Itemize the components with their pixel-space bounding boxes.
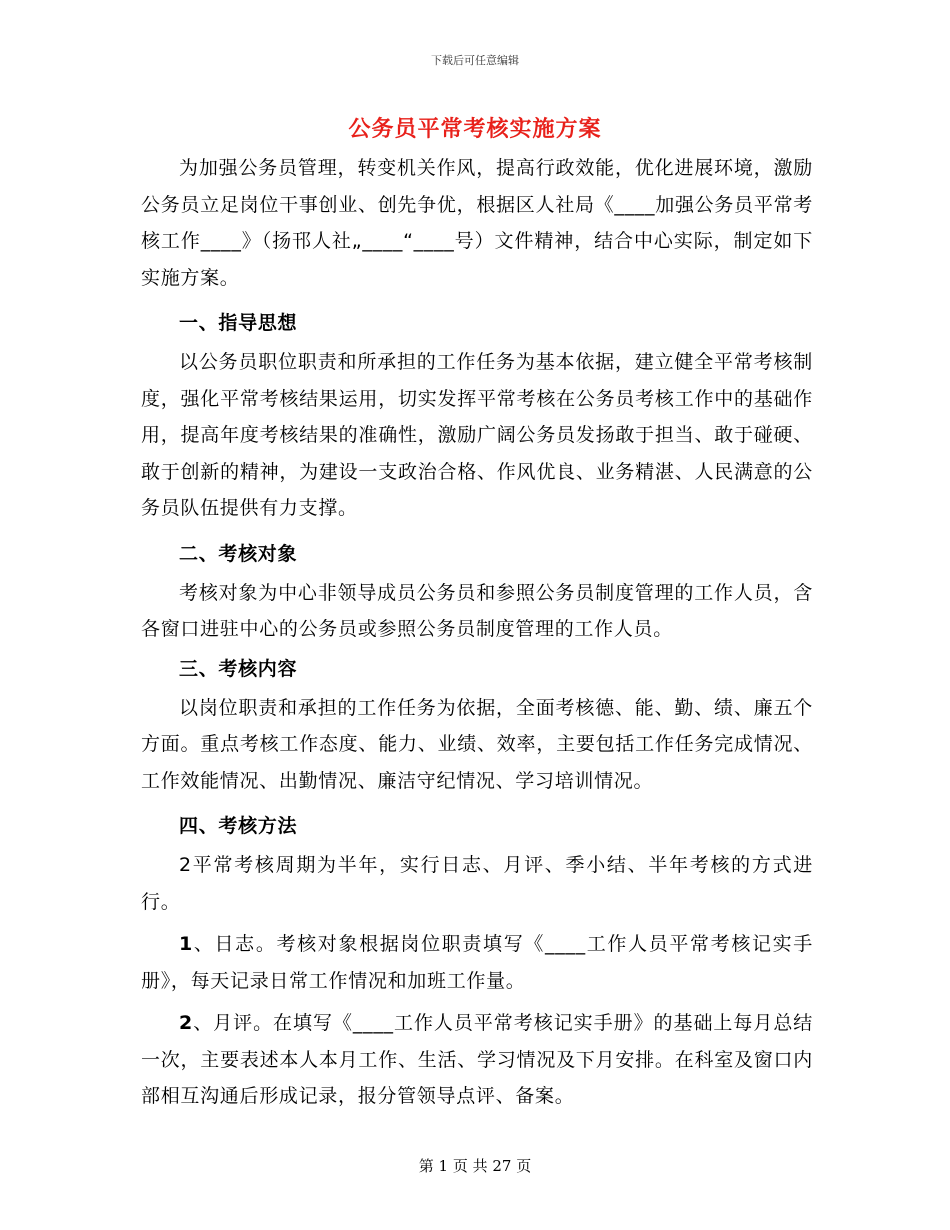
section-body-assessment-methods: 2平常考核周期为半年，实行日志、月评、季小结、半年考核的方式进行。 (141, 854, 813, 913)
section-body-guiding-ideology: 以公务员职位职责和所承担的工作任务为基本依据，建立健全平常考核制度，强化平常考核结果运用，切实发挥平常考核在公务员考核工作中的基础作用，提高年度考核结果的准确性，激励广阔公务员发扬敢于担当、敢于碰硬、敢于创新的精神，为建设一支政治合格、作风优良、业务精湛、人民满意的公务员队伍提供有力支撑。 (141, 351, 813, 519)
list-item (141, 926, 813, 999)
list-item-number: 2 (179, 1012, 193, 1034)
section-heading-assessment-content: 三、考核内容 (179, 657, 298, 680)
header-note: 下载后可任意编辑 (431, 54, 519, 67)
list-item-text: 、日志。考核对象根据岗位职责填写《____工作人员平常考核记实手册》，每天记录日常工作情况和加班工作量。 (141, 933, 813, 992)
section-heading-assessment-targets: 二、考核对象 (179, 542, 298, 565)
section-body-assessment-targets: 考核对象为中心非领导成员公务员和参照公务员制度管理的工作人员，含各窗口进驻中心的公务员或参照公务员制度管理的工作人员。 (141, 581, 813, 640)
document-title: 公务员平常考核实施方案 (348, 117, 602, 142)
intro-paragraph: 为加强公务员管理，转变机关作风，提高行政效能，优化进展环境，激励公务员立足岗位干事创业、创先争优，根据区人社局《____加强公务员平常考核工作____》（扬邗人社„____“____号）文件精神，结合中心实际，制定如下实施方案。 (141, 157, 813, 289)
section-heading-guiding-ideology: 一、指导思想 (179, 312, 298, 334)
list-item (141, 1005, 813, 1115)
list-item-number: 1 (179, 933, 193, 955)
list-item-text: 、月评。在填写《____工作人员平常考核记实手册》的基础上每月总结一次，主要表述本人本月工作、生活、学习情况及下月安排。在科室及窗口内部相互沟通后形成记录，报分管领导点评、备案。 (141, 1012, 813, 1107)
page-footer: 第 1 页 共 27 页 (418, 1157, 532, 1175)
section-body-assessment-content: 以岗位职责和承担的工作任务为依据，全面考核德、能、勤、绩、廉五个方面。重点考核工作态度、能力、业绩、效率，主要包括工作任务完成情况、工作效能情况、出勤情况、廉洁守纪情况、学习培训情况。 (141, 696, 813, 792)
section-heading-assessment-methods: 四、考核方法 (179, 815, 298, 837)
document-body (141, 150, 813, 1115)
